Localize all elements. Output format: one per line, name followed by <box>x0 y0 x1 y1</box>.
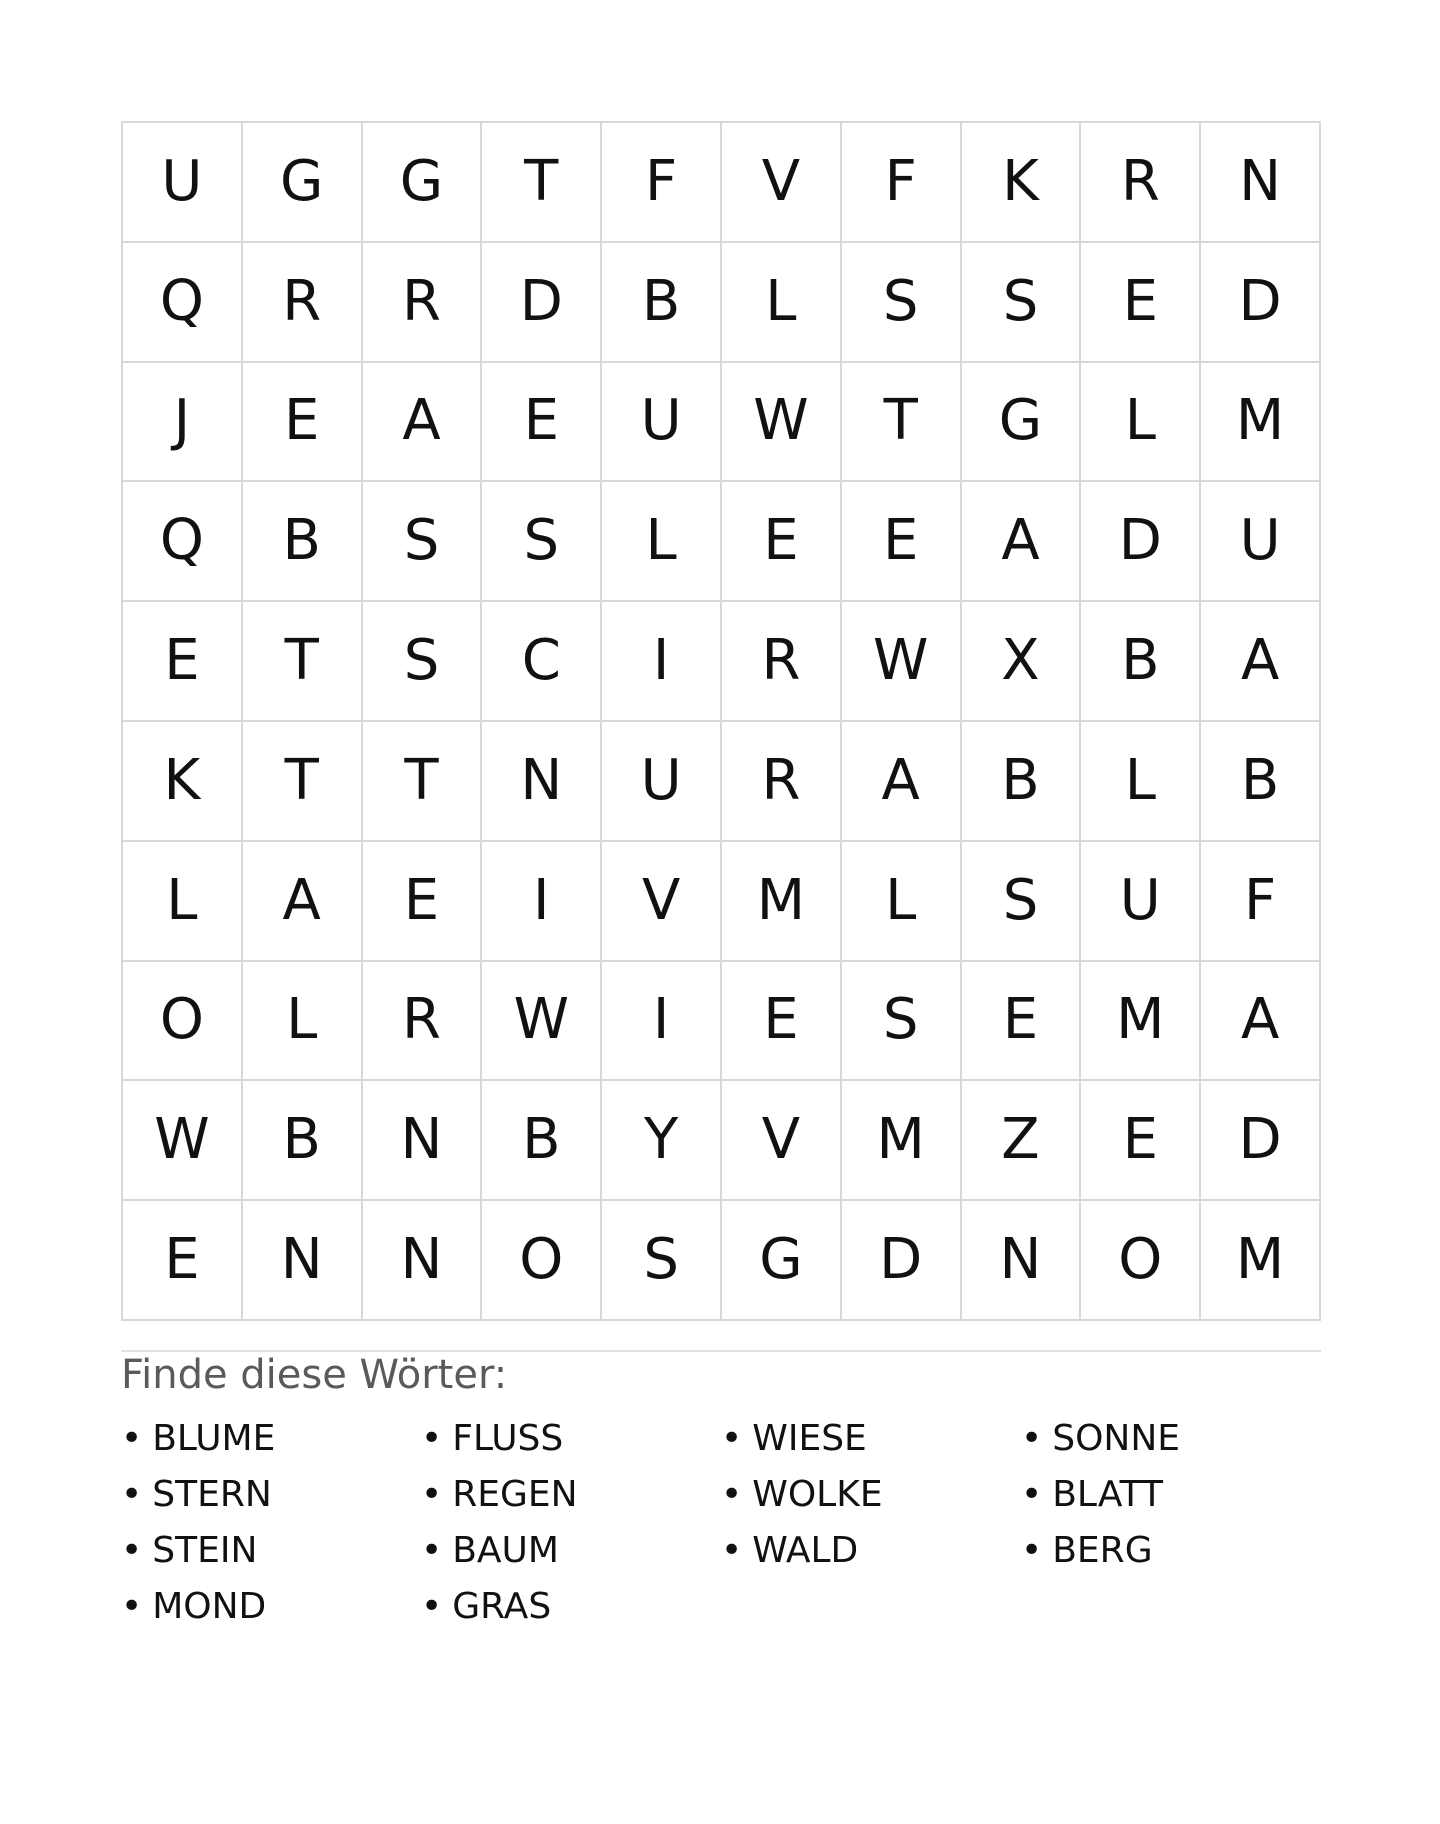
grid-cell[interactable]: O <box>1081 1201 1201 1321</box>
bullet-icon: • <box>721 1474 743 1515</box>
word-list-item <box>721 1523 1021 1579</box>
word-list-item <box>421 1411 721 1467</box>
grid-cell[interactable]: I <box>482 842 602 962</box>
grid-cell[interactable]: T <box>243 602 363 722</box>
grid-cell[interactable]: U <box>602 363 722 483</box>
grid-cell[interactable]: R <box>1081 123 1201 243</box>
grid-cell[interactable]: R <box>722 602 842 722</box>
grid-cell[interactable]: T <box>842 363 962 483</box>
bullet-icon: • <box>421 1586 443 1627</box>
grid-cell[interactable]: M <box>1081 962 1201 1082</box>
grid-cell[interactable]: E <box>482 363 602 483</box>
bullet-icon: • <box>421 1418 443 1459</box>
grid-cell[interactable]: K <box>962 123 1082 243</box>
grid-cell[interactable]: Q <box>123 243 243 363</box>
grid-cell[interactable]: S <box>363 482 483 602</box>
grid-cell[interactable]: D <box>1201 1081 1321 1201</box>
grid-cell[interactable]: B <box>1081 602 1201 722</box>
grid-cell[interactable]: E <box>722 482 842 602</box>
word-list-item <box>1021 1523 1321 1579</box>
grid-cell[interactable]: S <box>842 962 962 1082</box>
word-list-item <box>121 1411 421 1467</box>
grid-cell[interactable]: F <box>842 123 962 243</box>
grid-cell[interactable]: L <box>1081 363 1201 483</box>
grid-cell[interactable]: R <box>363 243 483 363</box>
grid-cell[interactable]: E <box>123 602 243 722</box>
grid-cell[interactable]: V <box>722 123 842 243</box>
grid-cell[interactable]: E <box>962 962 1082 1082</box>
grid-cell[interactable]: M <box>1201 1201 1321 1321</box>
word-label: FLUSS <box>452 1418 564 1459</box>
grid-cell[interactable]: S <box>482 482 602 602</box>
bullet-icon: • <box>1021 1530 1043 1571</box>
grid-cell[interactable]: C <box>482 602 602 722</box>
grid-cell[interactable]: O <box>482 1201 602 1321</box>
word-list-item <box>421 1523 721 1579</box>
word-label: MOND <box>152 1586 267 1627</box>
word-list-item <box>1021 1467 1321 1523</box>
word-label: STERN <box>152 1474 272 1515</box>
grid-cell[interactable]: F <box>602 123 722 243</box>
grid-cell[interactable]: E <box>1081 243 1201 363</box>
bullet-icon: • <box>121 1418 143 1459</box>
grid-cell[interactable]: E <box>842 482 962 602</box>
word-list-item <box>121 1523 421 1579</box>
grid-cell[interactable]: V <box>722 1081 842 1201</box>
grid-cell[interactable]: T <box>363 722 483 842</box>
word-list-item <box>421 1467 721 1523</box>
grid-cell[interactable]: O <box>123 962 243 1082</box>
grid-cell[interactable]: I <box>602 962 722 1082</box>
grid-cell[interactable]: R <box>363 962 483 1082</box>
word-label: BAUM <box>452 1530 559 1571</box>
grid-cell[interactable]: E <box>363 842 483 962</box>
grid-cell[interactable]: F <box>1201 842 1321 962</box>
grid-cell[interactable]: G <box>962 363 1082 483</box>
word-list-item <box>121 1467 421 1523</box>
grid-cell[interactable]: B <box>243 482 363 602</box>
grid-cell[interactable]: G <box>722 1201 842 1321</box>
grid-cell[interactable]: A <box>962 482 1082 602</box>
bullet-icon: • <box>721 1530 743 1571</box>
grid-cell[interactable]: I <box>602 602 722 722</box>
grid-cell[interactable]: G <box>243 123 363 243</box>
grid-cell[interactable]: W <box>842 602 962 722</box>
grid-cell[interactable]: N <box>363 1201 483 1321</box>
bullet-icon: • <box>121 1474 143 1515</box>
grid-cell[interactable]: S <box>962 243 1082 363</box>
word-label: BLUME <box>152 1418 276 1459</box>
grid-cell[interactable]: S <box>363 602 483 722</box>
word-list-item <box>421 1579 721 1635</box>
grid-cell[interactable]: S <box>602 1201 722 1321</box>
grid-cell[interactable]: Y <box>602 1081 722 1201</box>
grid-cell[interactable]: L <box>602 482 722 602</box>
grid-cell[interactable]: D <box>482 243 602 363</box>
bullet-icon: • <box>421 1474 443 1515</box>
bullet-icon: • <box>121 1530 143 1571</box>
grid-cell[interactable]: L <box>722 243 842 363</box>
grid-cell[interactable]: U <box>602 722 722 842</box>
grid-cell[interactable]: D <box>842 1201 962 1321</box>
grid-cell[interactable]: G <box>363 123 483 243</box>
word-label: WIESE <box>752 1418 867 1459</box>
grid-cell[interactable]: S <box>962 842 1082 962</box>
grid-cell[interactable]: L <box>243 962 363 1082</box>
grid-cell[interactable]: M <box>1201 363 1321 483</box>
grid-cell[interactable]: N <box>243 1201 363 1321</box>
grid-cell[interactable]: D <box>1201 243 1321 363</box>
word-list-item <box>721 1467 1021 1523</box>
grid-cell[interactable]: B <box>602 243 722 363</box>
grid-cell[interactable]: D <box>1081 482 1201 602</box>
word-list-heading: Finde diese Wörter: <box>121 1352 508 1398</box>
word-label: SONNE <box>1052 1418 1181 1459</box>
grid-cell[interactable]: A <box>243 842 363 962</box>
bullet-icon: • <box>721 1418 743 1459</box>
grid-cell[interactable]: Z <box>962 1081 1082 1201</box>
bullet-icon: • <box>421 1530 443 1571</box>
grid-cell[interactable]: A <box>1201 962 1321 1082</box>
grid-cell[interactable]: N <box>482 722 602 842</box>
word-label: WOLKE <box>752 1474 883 1515</box>
grid-cell[interactable]: V <box>602 842 722 962</box>
grid-cell[interactable]: A <box>1201 602 1321 722</box>
grid-cell[interactable]: R <box>243 243 363 363</box>
grid-cell[interactable]: N <box>363 1081 483 1201</box>
letter-grid <box>121 121 1321 1321</box>
word-label: BERG <box>1052 1530 1153 1571</box>
grid-cell[interactable]: M <box>842 1081 962 1201</box>
word-list-item <box>121 1579 421 1635</box>
grid-cell[interactable]: J <box>123 363 243 483</box>
grid-cell[interactable]: L <box>1081 722 1201 842</box>
word-list-item <box>721 1411 1021 1467</box>
word-label: REGEN <box>452 1474 578 1515</box>
grid-cell[interactable]: A <box>363 363 483 483</box>
grid-cell[interactable]: W <box>123 1081 243 1201</box>
grid-cell[interactable]: N <box>1201 123 1321 243</box>
grid-cell[interactable]: B <box>482 1081 602 1201</box>
grid-cell[interactable]: N <box>962 1201 1082 1321</box>
grid-cell[interactable]: U <box>1081 842 1201 962</box>
grid-cell[interactable]: T <box>243 722 363 842</box>
grid-cell[interactable]: L <box>123 842 243 962</box>
word-label: BLATT <box>1052 1474 1163 1515</box>
grid-cell[interactable]: U <box>1201 482 1321 602</box>
grid-cell[interactable]: Q <box>123 482 243 602</box>
bullet-icon: • <box>121 1586 143 1627</box>
grid-cell[interactable]: R <box>722 722 842 842</box>
grid-cell[interactable]: T <box>482 123 602 243</box>
grid-cell[interactable]: K <box>123 722 243 842</box>
grid-cell[interactable]: E <box>123 1201 243 1321</box>
word-list-item <box>1021 1411 1321 1467</box>
bullet-icon: • <box>1021 1474 1043 1515</box>
grid-cell[interactable]: B <box>962 722 1082 842</box>
grid-cell[interactable]: W <box>722 363 842 483</box>
grid-cell[interactable]: U <box>123 123 243 243</box>
grid-cell[interactable]: L <box>842 842 962 962</box>
grid-cell[interactable]: E <box>722 962 842 1082</box>
grid-cell[interactable]: E <box>243 363 363 483</box>
grid-cell[interactable]: M <box>722 842 842 962</box>
grid-cell[interactable]: A <box>842 722 962 842</box>
grid-cell[interactable]: E <box>1081 1081 1201 1201</box>
grid-cell[interactable]: S <box>842 243 962 363</box>
grid-cell[interactable]: B <box>1201 722 1321 842</box>
grid-cell[interactable]: B <box>243 1081 363 1201</box>
word-label: GRAS <box>452 1586 552 1627</box>
bullet-icon: • <box>1021 1418 1043 1459</box>
grid-cell[interactable]: W <box>482 962 602 1082</box>
word-label: WALD <box>752 1530 859 1571</box>
word-list <box>121 1411 1321 1635</box>
grid-cell[interactable]: X <box>962 602 1082 722</box>
word-label: STEIN <box>152 1530 258 1571</box>
